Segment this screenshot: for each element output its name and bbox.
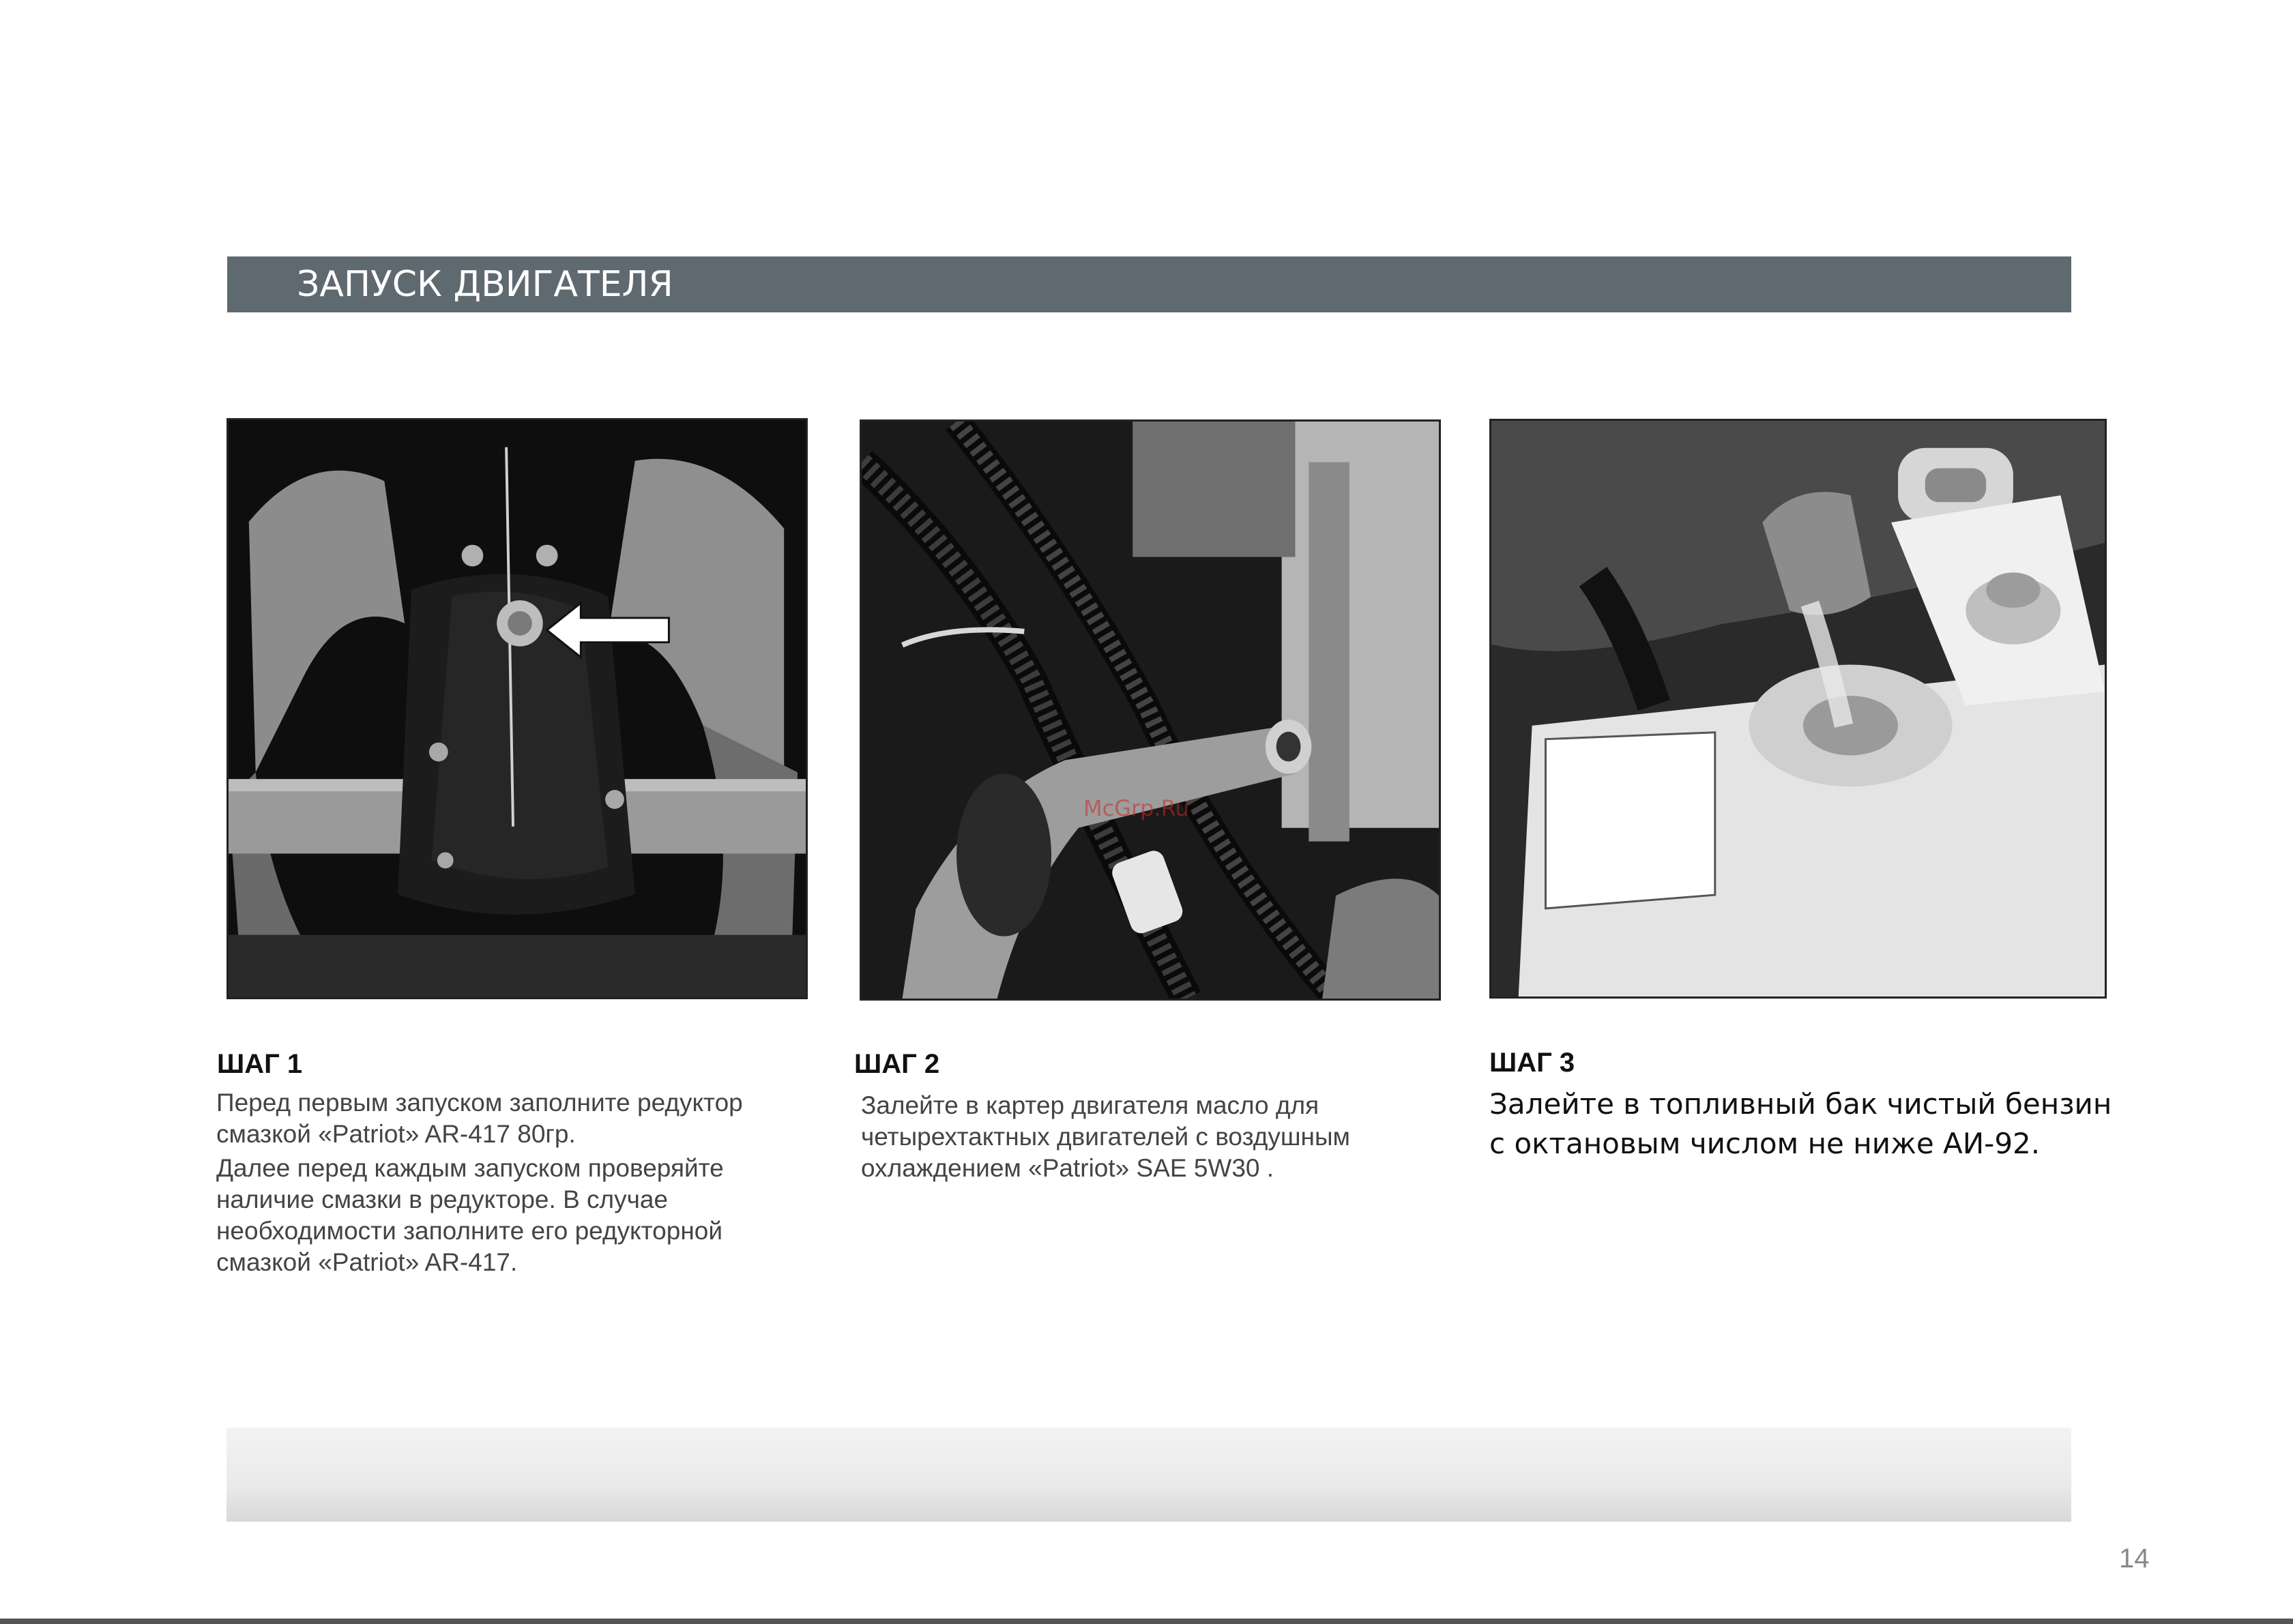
step1-description	[216, 1087, 817, 1278]
step1-title: ШАГ 1	[217, 1049, 303, 1079]
section-title: ЗАПУСК ДВИГАТЕЛЯ	[297, 264, 673, 305]
page-number: 14	[2119, 1544, 2150, 1574]
footer-bar	[227, 1428, 2071, 1522]
step3-title: ШАГ 3	[1489, 1048, 1575, 1078]
step3-photo-fuel-filling	[1489, 419, 2107, 999]
step2-paragraph-1: Залейте в картер двигателя масло для четырехтактных двигателей с воздушным охлаждением «Patriot» SAE 5W30 .	[861, 1091, 1350, 1182]
step2-title: ШАГ 2	[854, 1049, 940, 1079]
page-bottom-divider	[0, 1619, 2293, 1624]
step1-paragraph-2: Далее перед каждым запуском проверяйте наличие смазки в редукторе. В случае необходимости заполните его редукторной смазкой «Patriot» AR-417.	[216, 1154, 724, 1276]
section-header-bar	[227, 256, 2071, 312]
step2-photo-oil-filling	[860, 419, 1441, 1001]
step3-description	[1489, 1084, 2117, 1164]
step3-paragraph-1: Залейте в топливный бак чистый бензин с октановым числом не ниже АИ-92.	[1489, 1087, 2112, 1160]
step1-paragraph-1: Перед первым запуском заполните редуктор смазкой «Patriot» AR-417 80гр.	[216, 1089, 743, 1148]
watermark-text: McGrp.Ru	[1083, 795, 1189, 821]
step1-photo-gearbox	[227, 418, 808, 999]
step2-description	[861, 1090, 1461, 1184]
